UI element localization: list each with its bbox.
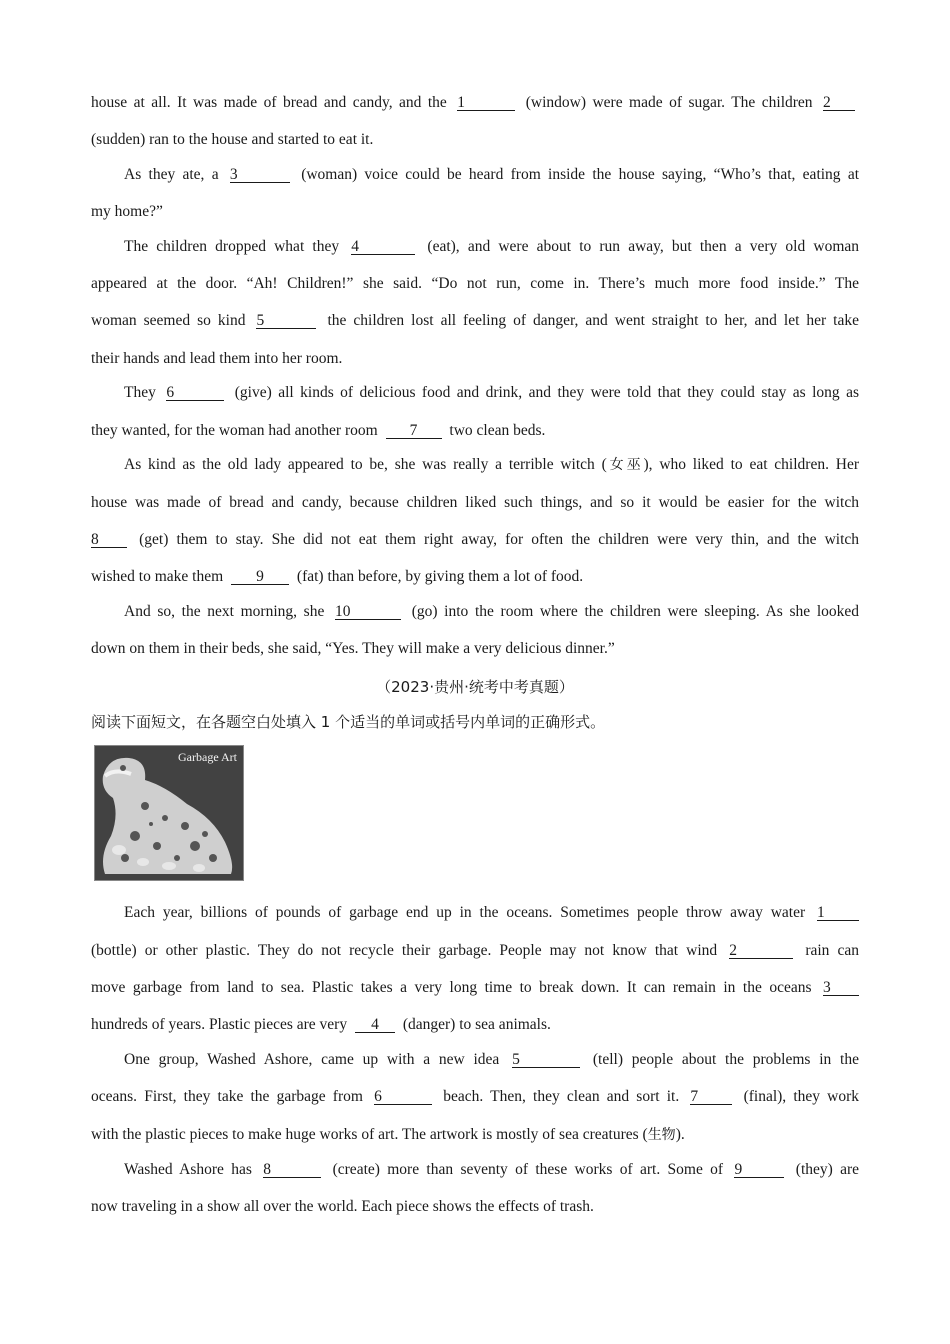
text-line: The children dropped what they 4 (eat), and were about to run away, but then a very old woman — [124, 238, 860, 255]
text-line: And so, the next morning, she 10 (go) into the room where the children were sleeping. As she looked — [124, 603, 859, 620]
answer-blank-5[interactable]: 5 — [512, 1052, 580, 1068]
answer-blank-3[interactable]: 3 — [230, 167, 290, 183]
answer-blank-8[interactable]: 8 — [91, 532, 127, 548]
text-line: oceans. First, they take the garbage from 6 beach. Then, they clean and sort it. 7 (final), they work — [91, 1088, 860, 1105]
answer-blank-4[interactable]: 4 — [355, 1017, 395, 1033]
answer-blank-5[interactable]: 5 — [256, 313, 316, 329]
text-line: appeared at the door. “Ah! Children!” she said. “Do not run, come in. There’s much more food inside.” The — [91, 275, 859, 292]
image-caption: Garbage Art — [178, 750, 237, 764]
text-line: house at all. It was made of bread and candy, and the 1 (window) were made of sugar. The children 2 — [91, 93, 859, 113]
text-line: my home?” — [91, 203, 163, 220]
answer-blank-7[interactable]: 7 — [690, 1089, 732, 1105]
answer-blank-10[interactable]: 10 — [335, 604, 401, 620]
seal-sculpture-icon — [95, 746, 243, 880]
question-instruction: 阅读下面短文，在各题空白处填入 1 个适当的单词或括号内单词的正确形式。 — [91, 713, 606, 731]
chinese-gloss: 女巫 — [606, 457, 644, 473]
text-line: they wanted, for the woman had another room 7 two clean beds. — [91, 422, 546, 439]
answer-blank-9[interactable]: 9 — [734, 1162, 784, 1178]
answer-blank-1[interactable]: 1 — [817, 905, 859, 921]
question-source: （2023·贵州·统考中考真题） — [376, 678, 574, 696]
text-line: Each year, billions of pounds of garbage end up in the oceans. Sometimes people throw away water 1 — [124, 903, 859, 923]
answer-blank-8[interactable]: 8 — [263, 1162, 321, 1178]
text-line: One group, Washed Ashore, came up with a new idea 5 (tell) people about the problems in the — [124, 1051, 859, 1068]
text-line: Washed Ashore has 8 (create) more than seventy of these works of art. Some of 9 (they) are — [124, 1161, 860, 1178]
answer-blank-6[interactable]: 6 — [374, 1089, 432, 1105]
answer-blank-9[interactable]: 9 — [231, 569, 289, 585]
text-line: 8 (get) them to stay. She did not eat them right away, for often the children were very thin, and the witch — [91, 531, 860, 548]
text-line: with the plastic pieces to make huge works of art. The artwork is mostly of sea creatures (生物). — [91, 1126, 685, 1143]
text-line: woman seemed so kind 5 the children lost all feeling of danger, and went straight to her, and let her take — [91, 312, 860, 329]
text-line: hundreds of years. Plastic pieces are very 4 (danger) to sea animals. — [91, 1016, 551, 1033]
text-line: move garbage from land to sea. Plastic takes a very long time to break down. It can remain in the oceans 3 — [91, 978, 859, 998]
answer-blank-3[interactable]: 3 — [823, 980, 859, 996]
text-line: As they ate, a 3 (woman) voice could be heard from inside the house saying, “Who’s that, eating at — [124, 166, 860, 183]
text-line: (bottle) or other plastic. They do not recycle their garbage. People may not know that wind 2 rain can — [91, 942, 859, 959]
text-line: wished to make them 9 (fat) than before, by giving them a lot of food. — [91, 568, 584, 585]
garbage-art-image — [94, 745, 244, 881]
text-line: They 6 (give) all kinds of delicious food and drink, and they were told that they could stay as long as — [124, 384, 860, 401]
answer-blank-2[interactable]: 2 — [823, 95, 855, 111]
text-line: house was made of bread and candy, because children liked such things, and so it would be easier for the witch — [91, 494, 859, 511]
chinese-gloss: 生物 — [647, 1127, 676, 1143]
answer-blank-6[interactable]: 6 — [166, 385, 224, 401]
text-line: As kind as the old lady appeared to be, she was really a terrible witch (女巫), who liked to eat children. Her — [124, 456, 859, 473]
answer-blank-7[interactable]: 7 — [386, 423, 442, 439]
answer-blank-2[interactable]: 2 — [729, 943, 793, 959]
answer-blank-1[interactable]: 1 — [457, 95, 515, 111]
answer-blank-4[interactable]: 4 — [351, 239, 415, 255]
text-line: (sudden) ran to the house and started to eat it. — [91, 131, 374, 148]
text-line: down on them in their beds, she said, “Yes. They will make a very delicious dinner.” — [91, 640, 615, 657]
text-line: now traveling in a show all over the world. Each piece shows the effects of trash. — [91, 1198, 594, 1215]
text-line: their hands and lead them into her room. — [91, 350, 343, 367]
